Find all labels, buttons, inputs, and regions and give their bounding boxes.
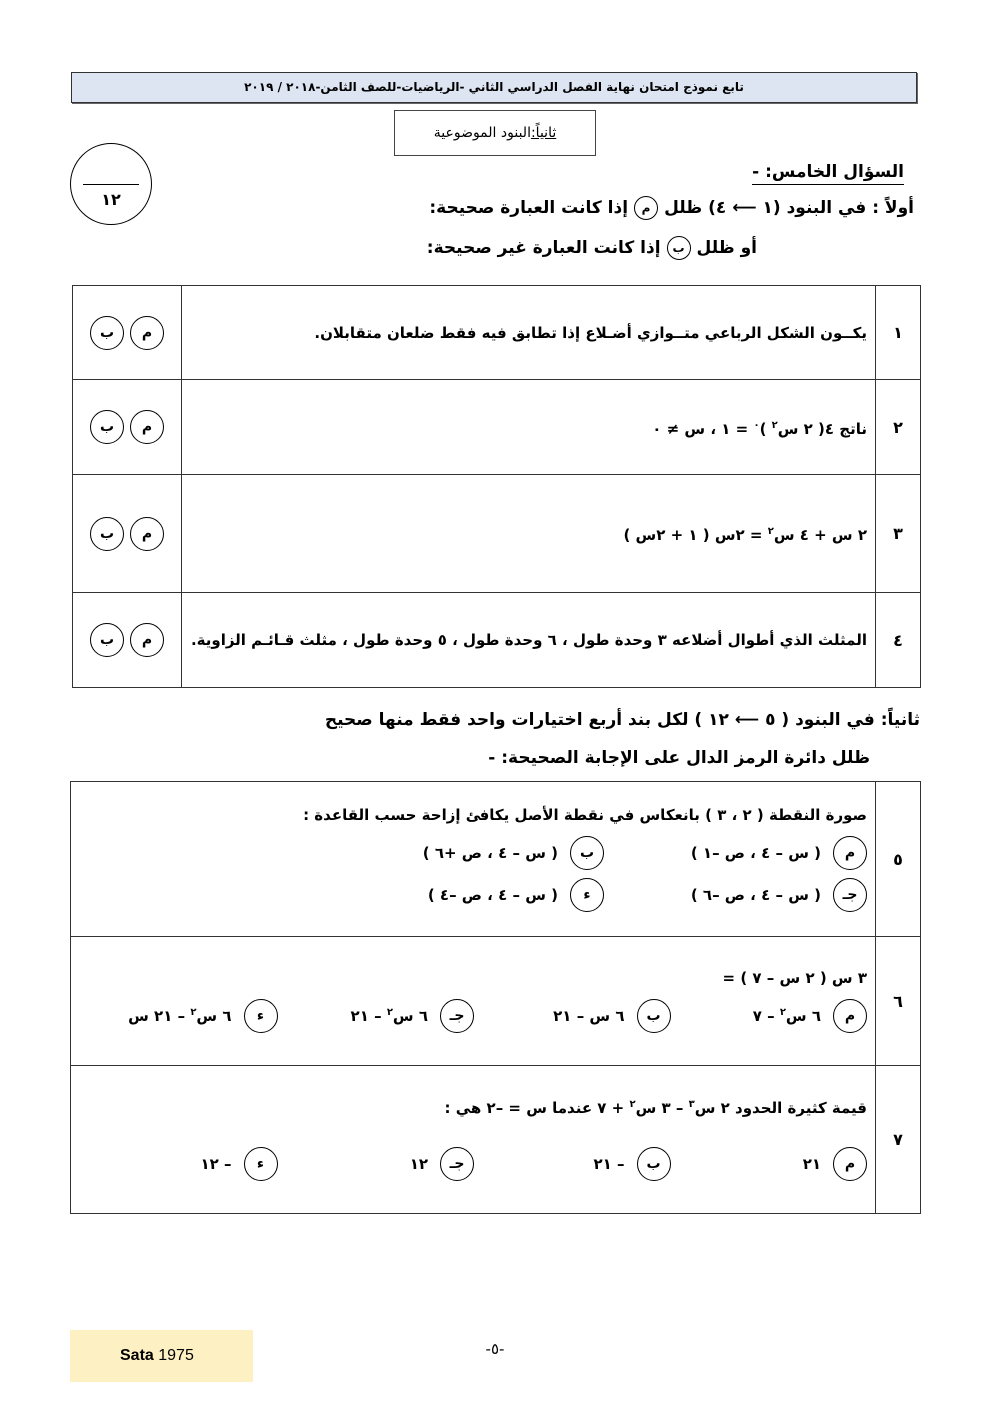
- options: [81, 999, 867, 1033]
- choice-false-bubble[interactable]: ب: [90, 316, 124, 350]
- text-segment: + ٧ عندما س = –٢ هي :: [444, 1098, 630, 1117]
- multiple-choice-table: [70, 781, 921, 1214]
- text-segment: ٦ س: [392, 1007, 428, 1025]
- option-bubble[interactable]: ب: [570, 836, 604, 870]
- text-segment: – ٢١: [593, 1154, 625, 1173]
- question-cell: [71, 937, 876, 1066]
- option-text: [553, 1007, 624, 1025]
- part2-instruction: ثانياً: في البنود ( ٥ ⟵ ١٢ ) لكل بند أربع اختيارات واحد فقط منها صحيح: [324, 710, 920, 730]
- text-segment: – ٢١ س: [128, 1007, 191, 1025]
- text-segment: المثلث الذي أطوال أضلاعه ٣ وحدة طول ، ٦ وحدة طول ، ٥ وحدة طول ، مثلث قـائـم الزاوية.: [190, 631, 867, 649]
- option-4[interactable]: [341, 878, 604, 912]
- instruction-lead: أولاً : في البنود (١ ⟵ ٤) ظلل: [664, 198, 914, 218]
- symbol-false-circle: ب: [667, 236, 691, 260]
- option-2[interactable]: [341, 836, 604, 870]
- text-segment: صورة النقطة ( ٢ ، ٣ ) بانعكاس في نقطة الأصل يكافئ إزاحة حسب القاعدة :: [303, 806, 867, 824]
- tf-row: [73, 475, 921, 593]
- exam-header-title: تابع نموذج امتحان نهاية الفصل الدراسي الثاني -الرياضيات-للصف الثامن-٢٠١٨ / ٢٠١٩: [244, 80, 744, 94]
- page-number: -٥-: [485, 1340, 505, 1358]
- question-text: [81, 806, 867, 824]
- option-bubble[interactable]: م: [833, 999, 867, 1033]
- option-bubble[interactable]: م: [833, 836, 867, 870]
- option-bubble[interactable]: جـ: [833, 878, 867, 912]
- option-text: [691, 886, 821, 904]
- item-number: ٣: [876, 475, 921, 593]
- option-1[interactable]: [671, 1147, 868, 1181]
- instruction-true: [429, 196, 914, 220]
- footer-brand: Sata: [120, 1347, 154, 1364]
- choice-true-bubble[interactable]: م: [130, 316, 164, 350]
- symbol-true-circle: م: [634, 196, 658, 220]
- text-segment: ٢١: [802, 1154, 821, 1173]
- superscript: ٢: [767, 526, 774, 537]
- answer-cell: [73, 593, 182, 688]
- text-segment: ٦ س – ٢١: [553, 1007, 625, 1025]
- text-segment: – ١٢: [200, 1154, 232, 1173]
- option-3[interactable]: [278, 1147, 475, 1181]
- option-text: [803, 1155, 821, 1173]
- score-circle: [70, 143, 152, 225]
- text-segment: ٢ س + ٤ س: [773, 526, 867, 544]
- option-text: [423, 844, 558, 862]
- mc-row: [71, 937, 921, 1066]
- score-total: ١٢: [101, 190, 121, 209]
- text-segment: – ٣ س: [635, 1098, 689, 1117]
- option-bubble[interactable]: ب: [637, 1147, 671, 1181]
- text-segment: – ٧: [752, 1007, 780, 1025]
- text-segment: ( س – ٤ ، ص –٦ ): [690, 886, 821, 904]
- choice-true-bubble[interactable]: م: [130, 623, 164, 657]
- item-number: ٦: [876, 937, 921, 1066]
- choice-false-bubble[interactable]: ب: [90, 623, 124, 657]
- question-cell: [71, 782, 876, 937]
- mc-row: [71, 782, 921, 937]
- footer-badge: [70, 1330, 253, 1382]
- superscript: ٣: [688, 1098, 695, 1110]
- text-segment: ١٢: [409, 1154, 428, 1173]
- question-text: [81, 969, 867, 987]
- instruction-false-text: إذا كانت العبارة غير صحيحة:: [426, 238, 661, 258]
- section-title: البنود الموضوعية: [433, 125, 531, 141]
- text-segment: ناتج ٤( ٢ س: [777, 419, 867, 438]
- option-text: [410, 1155, 428, 1173]
- score-line: [83, 184, 139, 185]
- answer-choices: [74, 316, 180, 350]
- superscript: ٠: [753, 419, 760, 431]
- item-number: ١: [876, 286, 921, 380]
- answer-choices: [74, 517, 180, 551]
- superscript: ٢: [779, 1007, 786, 1018]
- tf-row: [73, 593, 921, 688]
- answer-cell: [73, 475, 182, 593]
- item-number: ٧: [876, 1066, 921, 1214]
- option-1[interactable]: [671, 999, 868, 1033]
- footer-year: 1975: [158, 1347, 194, 1364]
- statement: [182, 475, 876, 593]
- option-1[interactable]: [604, 836, 867, 870]
- text-segment: ): [759, 419, 772, 438]
- question-cell: [71, 1066, 876, 1214]
- answer-cell: [73, 286, 182, 380]
- option-4[interactable]: [81, 999, 278, 1033]
- statement: [182, 593, 876, 688]
- tf-row: [73, 380, 921, 475]
- text-segment: ( س – ٤ ، ص –٤ ): [427, 886, 558, 904]
- exam-header-bar: [71, 72, 917, 103]
- statement: [182, 380, 876, 475]
- option-text: [200, 1155, 231, 1173]
- choice-true-bubble[interactable]: م: [130, 517, 164, 551]
- option-text: [428, 886, 558, 904]
- option-bubble[interactable]: جـ: [440, 999, 474, 1033]
- option-3[interactable]: [278, 999, 475, 1033]
- choice-true-bubble[interactable]: م: [130, 410, 164, 444]
- text-segment: ( س – ٤ ، ص –١ ): [690, 844, 821, 862]
- options: [81, 836, 867, 912]
- question-title: السؤال الخامس: -: [752, 162, 904, 185]
- superscript: ٢: [629, 1098, 636, 1110]
- instruction-false: [427, 236, 757, 260]
- section-box: [394, 110, 596, 156]
- text-segment: قيمة كثيرة الحدود ٢ س: [694, 1098, 867, 1117]
- text-segment: ٦ س: [196, 1007, 232, 1025]
- option-text: [593, 1155, 624, 1173]
- option-bubble[interactable]: ء: [244, 999, 278, 1033]
- option-bubble[interactable]: م: [833, 1147, 867, 1181]
- option-text: [351, 1007, 428, 1025]
- text-segment: ٣ س ( ٢ س – ٧ ) =: [722, 969, 867, 987]
- option-bubble[interactable]: ب: [637, 999, 671, 1033]
- option-2[interactable]: [474, 1147, 671, 1181]
- option-bubble[interactable]: جـ: [440, 1147, 474, 1181]
- statement: [182, 286, 876, 380]
- option-2[interactable]: [474, 999, 671, 1033]
- option-text: [691, 844, 821, 862]
- option-bubble[interactable]: ء: [244, 1147, 278, 1181]
- option-bubble[interactable]: ء: [570, 878, 604, 912]
- choice-false-bubble[interactable]: ب: [90, 517, 124, 551]
- superscript: ٢: [771, 419, 778, 431]
- section-prefix: ثانياً:: [530, 125, 557, 141]
- item-number: ٢: [876, 380, 921, 475]
- true-false-table: [72, 285, 921, 688]
- text-segment: = ٢س ( ١ + ٢س ): [623, 526, 768, 544]
- answer-cell: [73, 380, 182, 475]
- superscript: ٢: [190, 1007, 197, 1018]
- option-4[interactable]: [81, 1147, 278, 1181]
- text-segment: – ٢١: [350, 1007, 387, 1025]
- superscript: ٢: [386, 1007, 393, 1018]
- option-3[interactable]: [604, 878, 867, 912]
- text-segment: يكــون الشكل الرباعي متــوازي أضـلاع إذا تطابق فيه فقط ضلعان متقابلان.: [314, 323, 867, 342]
- instruction-or-lead: أو ظلل: [696, 238, 757, 258]
- item-number: ٤: [876, 593, 921, 688]
- part2-instruction-2: ظلل دائرة الرمز الدال على الإجابة الصحيحة: -: [488, 748, 870, 768]
- answer-choices: [74, 410, 180, 444]
- instruction-true-text: إذا كانت العبارة صحيحة:: [429, 198, 629, 218]
- text-segment: = ١ ، س ≠ ٠: [652, 419, 754, 438]
- option-text: [128, 1007, 231, 1025]
- option-text: [753, 1007, 821, 1025]
- choice-false-bubble[interactable]: ب: [90, 410, 124, 444]
- item-number: ٥: [876, 782, 921, 937]
- options: [81, 1147, 867, 1181]
- text-segment: ٦ س: [785, 1007, 821, 1025]
- text-segment: ( س – ٤ ، ص +٦ ): [422, 844, 558, 862]
- mc-row: [71, 1066, 921, 1214]
- tf-row: [73, 286, 921, 380]
- answer-choices: [74, 623, 180, 657]
- question-text: [81, 1099, 867, 1117]
